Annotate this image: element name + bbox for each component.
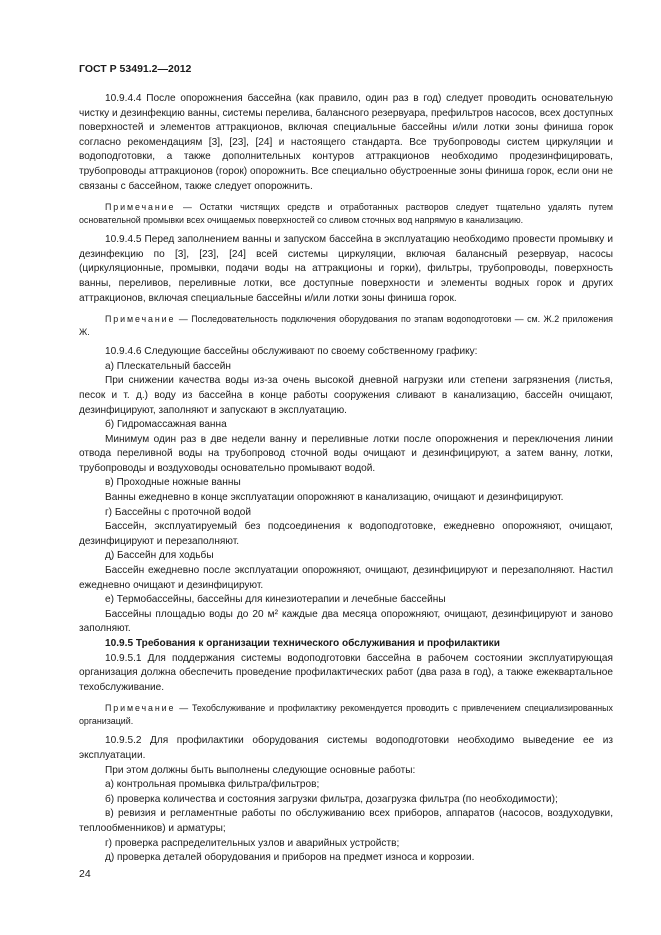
body-paragraph: е) Термобассейны, бассейны для кинезиотерапии и лечебные бассейны (105, 594, 446, 606)
body-paragraph: а) Плескательный бассейн (105, 360, 231, 372)
note-paragraph (79, 313, 613, 338)
body-paragraph: Бассейны площадью воды до 20 м² каждые два месяца опорожняют, очищают, дезинфицируют и заново заполняют. (79, 608, 613, 635)
note-text: — Последовательность подключения оборудования по этапам водоподготовки — см. Ж.2 приложения Ж. (79, 314, 613, 337)
body-paragraph: При снижении качества воды из-за очень высокой дневной нагрузки или степени загрязнения (листья, песок и т. д.) воду из бассейна в конце работы сооружения сливают в канализацию, бассейн очищают, дезинфицируют, заполняют и запускают в эксплуатацию. (79, 375, 613, 416)
body-paragraph: Минимум один раз в две недели ванну и переливные лотки после опорожнения и переключения линии отвода переливной воды на трубопровод сточной воды очищают и дезинфицируют, а затем ванну, лотки, трубопроводы и воздуховоды основательно промывают водой. (79, 433, 613, 474)
note-label: Примечание (105, 314, 176, 325)
spacer (79, 338, 613, 345)
body-paragraph: в) ревизия и регламентные работы по обслуживанию всех приборов, аппаратов (насосов, воздуходувки, теплообменников) и арматуры; (79, 808, 613, 834)
body-paragraph: б) Гидромассажная ванна (105, 419, 227, 431)
body-paragraph: д) проверка деталей оборудования и приборов на предмет износа и коррозии. (105, 852, 475, 864)
body-paragraph: г) Бассейны с проточной водой (105, 506, 251, 518)
body-paragraph: Бассейн ежедневно после эксплуатации опорожняют, очищают, дезинфицируют и перезаполняют. Настил ежедневно очищают и дезинфицируют. (79, 565, 613, 591)
body-paragraph: 10.9.5.1 Для поддержания системы водоподготовки бассейна в рабочем состоянии эксплуатирующая организация должна обеспечить проведение профилактических работ (два раза в год), а также ежеквартальное техобслуживание. (79, 652, 613, 693)
body-paragraph: 10.9.4.4 После опорожнения бассейна (как правило, один раз в год) следует проводить основательную чистку и дезинфекцию ванны, системы перелива, балансного резервуара, префильтров насосов, всех доступных поверхностей и элементов аттракционов, включая специальные бассейны и/или лотки зоны финиша горок согласно рекомендациям [3], [23], [24] и настоящего стандарта. Все трубопроводы систем циркуляции и водоподготовки, а также дополнительных контуров аттракционов необходимо продезинфицировать, трубопроводы аттракционов (горок) опорожнить. Все специально обустроенные зоны финиша горок, если они не связаны с бассейном, также следует опорожнить. (79, 93, 613, 192)
body-paragraph: в) Проходные ножные ванны (105, 477, 241, 489)
spacer (79, 727, 613, 734)
page-header-doc-code: ГОСТ Р 53491.2—2012 (79, 63, 192, 75)
section-heading: 10.9.5 Требования к организации технического обслуживания и профилактики (105, 638, 500, 649)
note-text: — Остатки чистящих средств и отработанных растворов следует тщательно удалять путем основательной промывки всех очищаемых поверхностей со сливом сточных вод напрямую в канализацию. (79, 202, 613, 225)
body-paragraph: При этом должны быть выполнены следующие основные работы: (105, 764, 416, 776)
body-paragraph: а) контрольная промывка фильтра/фильтров; (105, 779, 320, 791)
note-label: Примечание (105, 703, 176, 714)
spacer (79, 226, 613, 233)
note-label: Примечание (105, 202, 176, 213)
body-paragraph: 10.9.4.6 Следующие бассейны обслуживают по своему собственному графику: (105, 346, 478, 358)
page-body (79, 92, 613, 866)
note-paragraph (79, 201, 613, 226)
body-paragraph: г) проверка распределительных узлов и аварийных устройств; (105, 837, 400, 849)
body-paragraph: Бассейн, эксплуатируемый без подсоединения к водоподготовке, ежедневно опорожняют, очищают, дезинфицируют и перезаполняют. (79, 521, 613, 547)
spacer (79, 194, 613, 201)
body-paragraph: 10.9.4.5 Перед заполнением ванны и запуском бассейна в эксплуатацию необходимо провести промывку и дезинфекцию по [3], [23], [24] всей системы циркуляции, включая балансный резервуар, насосы (циркуляционные, промывки, подачи воды на аттракционы и горки), фильтры, трубопроводы, поверхность ванны, переливов, переливные лотки, все доступные поверхности и элементы водных горок и других аттракционов, включая специальные бассейны и/или лотки зоны финиша горок. (79, 234, 613, 304)
body-paragraph: б) проверка количества и состояния загрузки фильтра, дозагрузка фильтра (по необходимости); (105, 793, 558, 805)
body-paragraph: 10.9.5.2 Для профилактики оборудования системы водоподготовки необходимо выведение ее из эксплуатации. (79, 735, 613, 761)
spacer (79, 306, 613, 313)
spacer (79, 695, 613, 702)
note-text: — Техобслуживание и профилактику рекомендуется проводить с привлечением специализированных организаций. (79, 703, 613, 726)
body-paragraph: Ванны ежедневно в конце эксплуатации опорожняют в канализацию, очищают и дезинфицируют. (105, 492, 564, 504)
page-number: 24 (79, 868, 91, 880)
note-paragraph (79, 702, 613, 727)
body-paragraph: д) Бассейн для ходьбы (105, 550, 214, 562)
